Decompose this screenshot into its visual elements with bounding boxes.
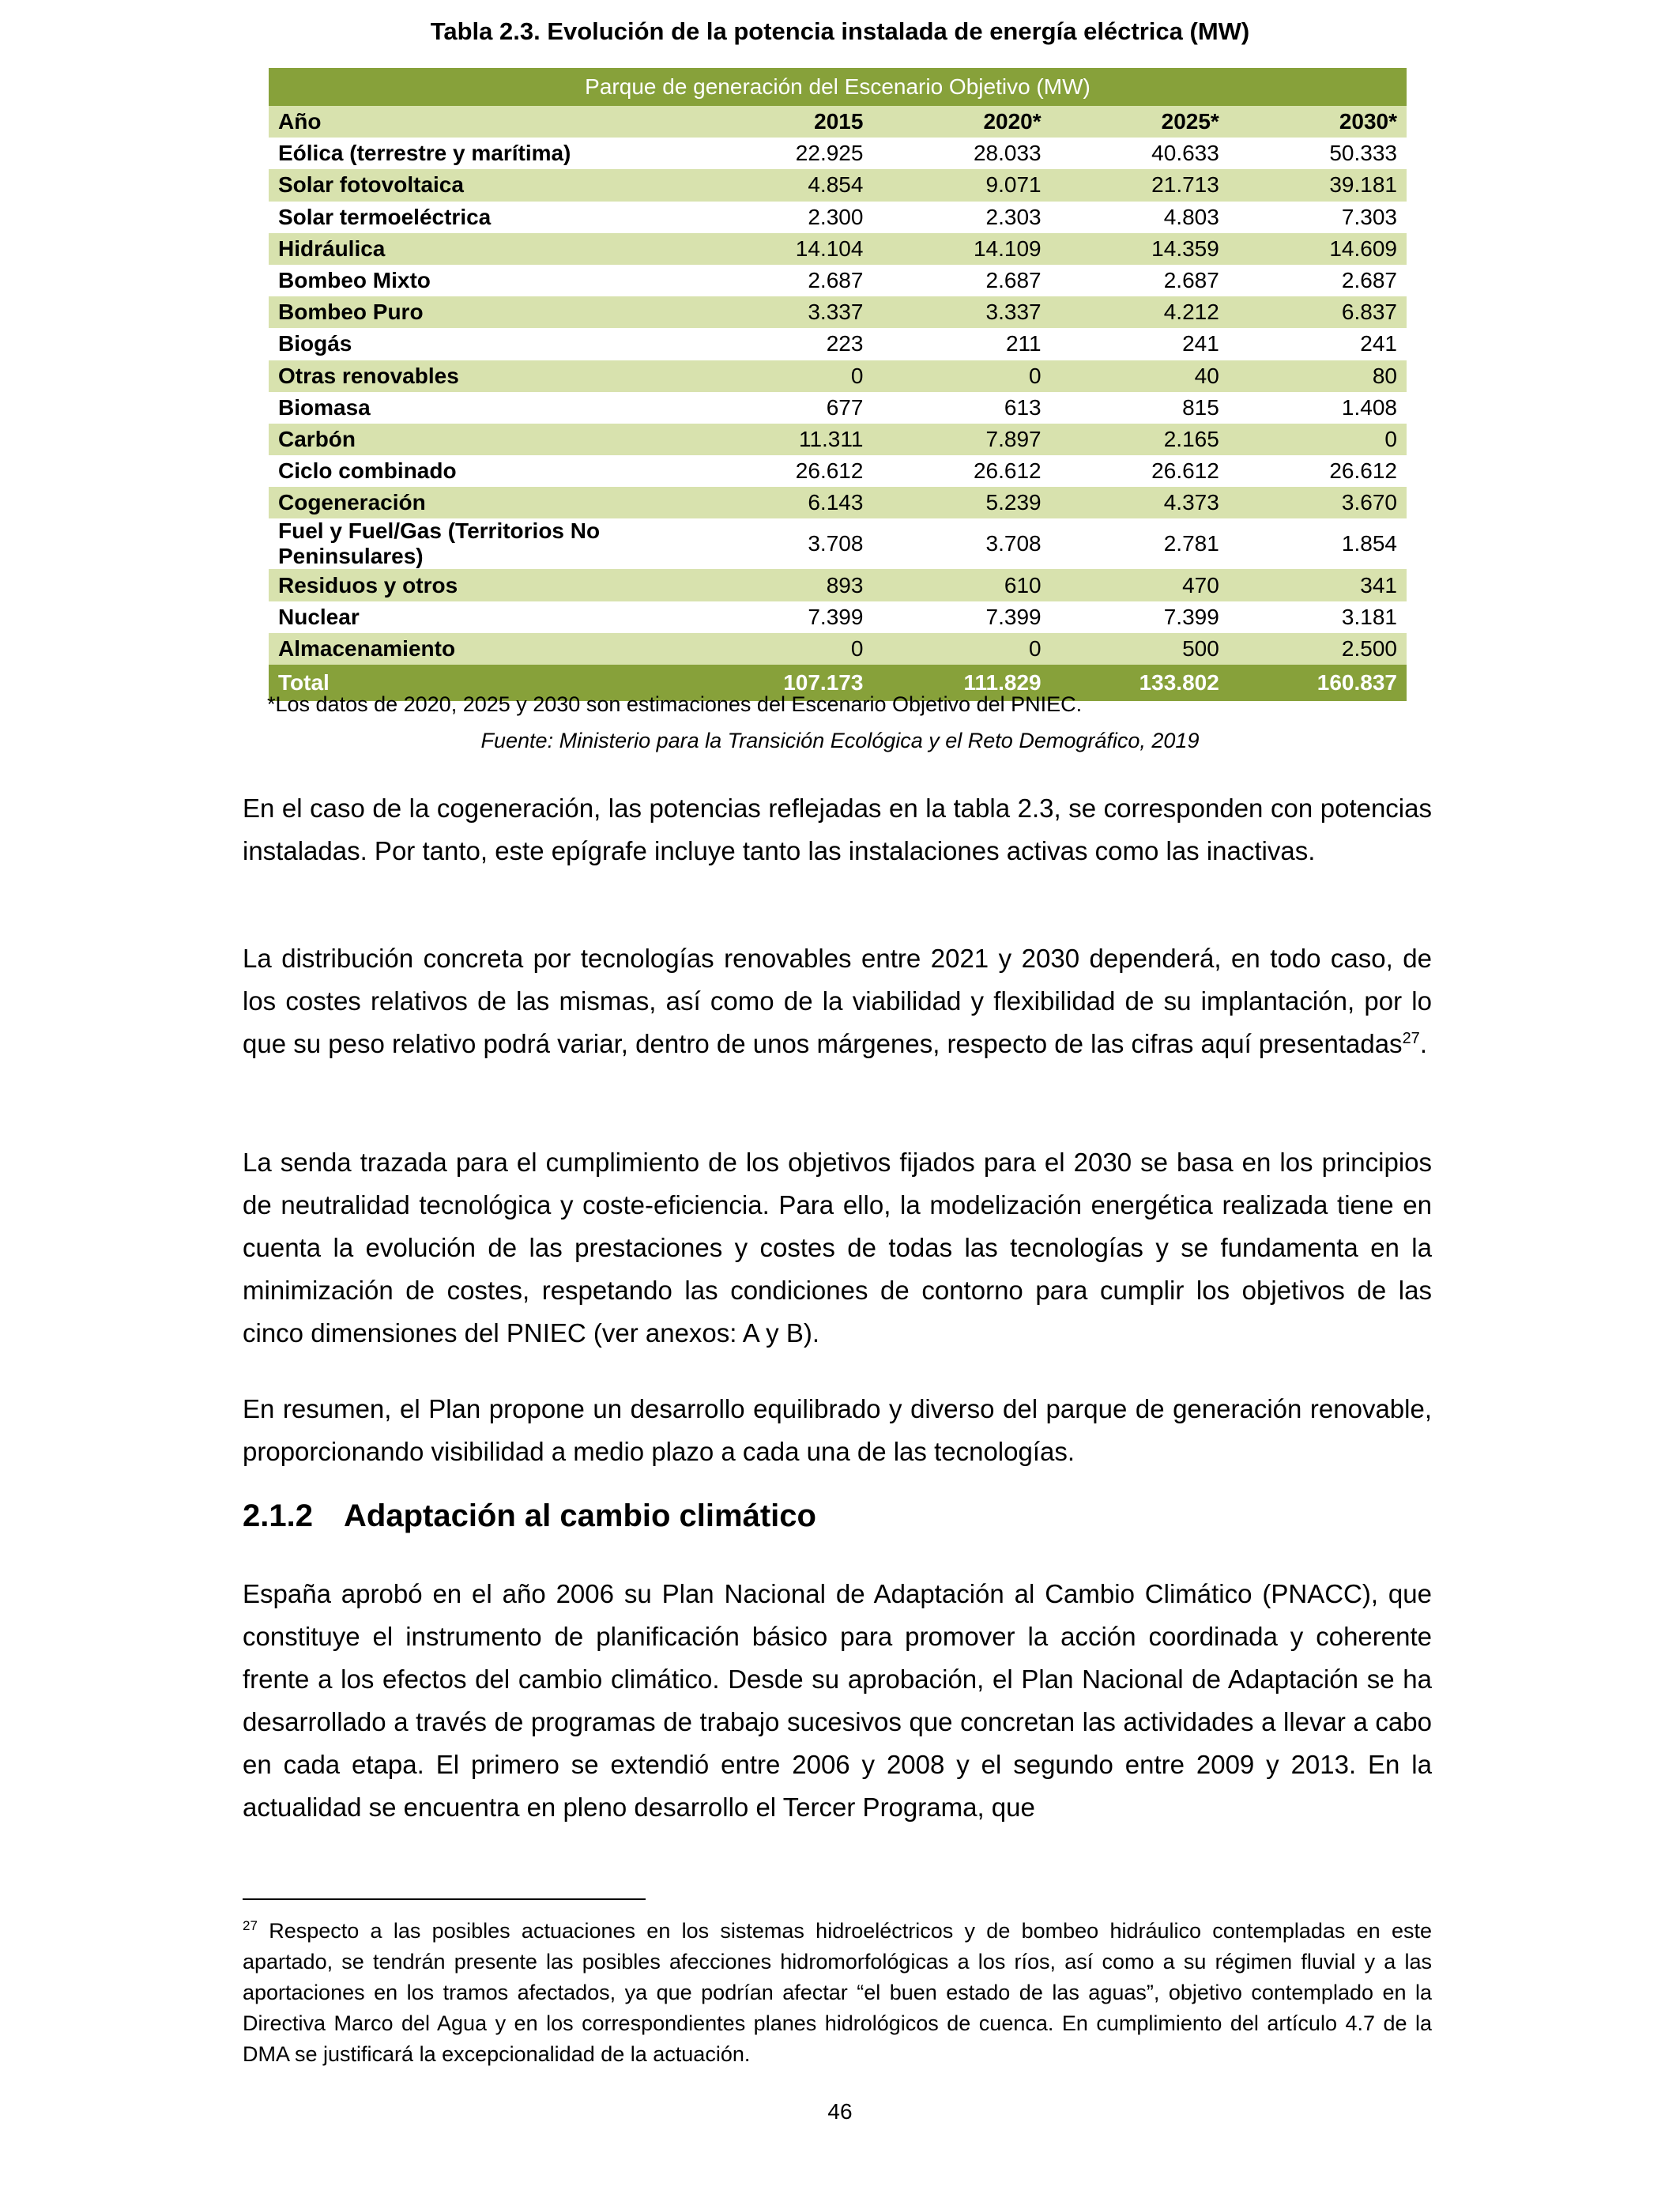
row-label: Nuclear: [278, 604, 360, 629]
row-value: 7.399: [1163, 604, 1219, 629]
section-title: Adaptación al cambio climático: [344, 1498, 816, 1533]
row-value: 470: [1051, 569, 1229, 601]
table-row: [269, 455, 1407, 487]
row-value: 4.803: [1163, 204, 1219, 229]
row-value: 39.181: [1229, 169, 1407, 201]
row-value: 22.925: [795, 141, 864, 166]
table-row: [269, 169, 1407, 201]
row-value: 14.609: [1229, 233, 1407, 265]
row-value: 7.897: [872, 424, 1050, 455]
row-value: 211: [1005, 331, 1042, 356]
capacity-table: [269, 68, 1407, 701]
row-value: 241: [1182, 331, 1219, 356]
row-value: 21.713: [1051, 169, 1229, 201]
total-value: 107.173: [703, 665, 872, 701]
row-value: 0: [872, 360, 1050, 392]
table-row: [269, 569, 1407, 601]
total-value: 133.802: [1051, 665, 1229, 701]
table-source: Fuente: Ministerio para la Transición Ecológica y el Reto Demográfico, 2019: [480, 729, 1200, 752]
row-value: 3.337: [872, 296, 1050, 328]
total-value: 111.829: [872, 665, 1050, 701]
row-value: 7.399: [985, 604, 1042, 629]
row-value: 14.359: [1051, 233, 1229, 265]
row-value: 40: [1051, 360, 1229, 392]
row-value: 341: [1229, 569, 1407, 601]
row-label: Otras renovables: [269, 360, 703, 392]
row-value: 11.311: [703, 424, 872, 455]
paragraph-pnacc: España aprobó en el año 2006 su Plan Nacional de Adaptación al Cambio Climático (PNACC), que constituye el instrumento de planificación básico para promover la acción coordinada y coherente frente a los efectos del cambio climático. Desde su aprobación, el Plan Nacional de Adaptación se ha desarrollado a través de programas de trabajo sucesivos que concretan las actividades a llevar a cabo en cada etapa. El primero se extendió entre 2006 y 2008 y el segundo entre 2009 y 2013. En la actualidad se encuentra en pleno desarrollo el Tercer Programa, que: [243, 1579, 1432, 1822]
row-label: Hidráulica: [269, 233, 703, 265]
column-header-2015: 2015: [703, 106, 872, 138]
column-header-2020: 2020*: [872, 106, 1050, 138]
column-header-2025: 2025*: [1051, 106, 1229, 138]
row-value: 6.143: [703, 487, 872, 518]
row-value: 0: [703, 633, 872, 665]
row-value: 3.708: [985, 531, 1042, 556]
table-row: [269, 265, 1407, 296]
table-row: [269, 233, 1407, 265]
row-label: Residuos y otros: [269, 569, 703, 601]
row-value: 28.033: [973, 141, 1042, 166]
row-value: 677: [826, 394, 864, 420]
paragraph-distribution-text: La distribución concreta por tecnologías renovables entre 2021 y 2030 dependerá, en todo caso, de los costes relativos de las mismas, así como de la viabilidad y flexibilidad de su implantación, por lo que su peso relativo podrá variar, dentro de unos márgenes, respecto de las cifras aquí presentadas: [243, 944, 1432, 1058]
table-note: *Los datos de 2020, 2025 y 2030 son estimaciones del Escenario Objetivo del PNIEC.: [267, 692, 1083, 716]
row-label: Eólica (terrestre y marítima): [278, 141, 571, 166]
row-value: 500: [1051, 633, 1229, 665]
row-label: Cogeneración: [269, 487, 703, 518]
row-value: 4.212: [1051, 296, 1229, 328]
paragraph-summary: En resumen, el Plan propone un desarrollo equilibrado y diverso del parque de generación renovable, proporcionando visibilidad a medio plazo a cada una de las tecnologías.: [243, 1394, 1432, 1466]
row-value: 4.854: [703, 169, 872, 201]
paragraph-cogeneration: En el caso de la cogeneración, las potencias reflejadas en la tabla 2.3, se corresponden con potencias instaladas. Por tanto, este epígrafe incluye tanto las instalaciones activas como las inactivas.: [243, 794, 1432, 865]
row-value: 9.071: [872, 169, 1050, 201]
row-label: Carbón: [269, 424, 703, 455]
row-value: 14.109: [872, 233, 1050, 265]
row-value: 2.500: [1229, 633, 1407, 665]
row-label: Bombeo Mixto: [278, 268, 431, 293]
row-value: 0: [1229, 424, 1407, 455]
row-value: 7.399: [808, 604, 864, 629]
table-row: [269, 296, 1407, 328]
row-value: 3.181: [1341, 604, 1397, 629]
table-row: [269, 202, 1407, 233]
paragraph-pathway: La senda trazada para el cumplimiento de los objetivos fijados para el 2030 se basa en los principios de neutralidad tecnológica y coste-eficiencia. Para ello, la modelización energética realizada tiene en cuenta la evolución de las prestaciones y costes de todas las tecnologías y se fundamenta en la minimización de costes, respetando las condiciones de contorno para cumplir los objetivos de las cinco dimensiones del PNIEC (ver anexos: A y B).: [243, 1148, 1432, 1348]
row-label: Ciclo combinado: [278, 458, 457, 484]
table-row: [269, 633, 1407, 665]
row-value: 14.104: [703, 233, 872, 265]
table-row: [269, 328, 1407, 360]
row-value: 0: [872, 633, 1050, 665]
row-value: 2.300: [808, 204, 864, 229]
row-value: 1.854: [1341, 531, 1397, 556]
row-value: 2.687: [1163, 268, 1219, 293]
row-value: 610: [872, 569, 1050, 601]
row-value: 2.687: [808, 268, 864, 293]
row-value: 241: [1360, 331, 1397, 356]
row-label: Biomasa: [278, 394, 371, 420]
table-row: [269, 601, 1407, 633]
paragraph-distribution-end: .: [1419, 1029, 1427, 1058]
section-number: 2.1.2: [243, 1498, 313, 1533]
row-label: Biogás: [278, 331, 352, 356]
section-heading: [243, 1498, 816, 1534]
table-row: [269, 518, 1407, 569]
row-value: 4.373: [1051, 487, 1229, 518]
row-value: 5.239: [872, 487, 1050, 518]
row-value: 50.333: [1329, 141, 1397, 166]
row-value: 26.612: [1151, 458, 1219, 484]
page-number: 46: [827, 2099, 853, 2124]
footnote-text: Respecto a las posibles actuaciones en los sistemas hidroeléctricos y de bombeo hidráulico contempladas en este apartado, se tendrán presente las posibles afecciones hidromorfológicas a los ríos, así como a su régimen fluvial y a las aportaciones en los tramos afectados, ya que podrían afectar “el buen estado de las aguas”, objetivo contemplado en la Directiva Marco del Agua y en los correspondientes planes hidrológicos de cuenca. En cumplimiento del artículo 4.7 de la DMA se justificará la excepcionalidad de la actuación.: [243, 1919, 1432, 2066]
table-header-row: [269, 106, 1407, 138]
row-value: 893: [703, 569, 872, 601]
table-caption: Tabla 2.3. Evolución de la potencia instalada de energía eléctrica (MW): [430, 17, 1250, 45]
row-value: 3.708: [808, 531, 864, 556]
column-header-year: Año: [269, 106, 703, 138]
row-value: 40.633: [1151, 141, 1219, 166]
column-header-2030: 2030*: [1229, 106, 1407, 138]
row-value: 1.408: [1341, 394, 1397, 420]
total-label: Total: [269, 665, 703, 701]
total-value: 160.837: [1229, 665, 1407, 701]
table-row: [269, 392, 1407, 424]
row-value: 2.687: [1341, 268, 1397, 293]
row-value: 26.612: [795, 458, 864, 484]
table-row: [269, 138, 1407, 169]
row-value: 3.670: [1229, 487, 1407, 518]
row-value: 0: [703, 360, 872, 392]
row-value: 80: [1229, 360, 1407, 392]
footnote-separator: [243, 1898, 646, 1900]
row-value: 613: [1004, 394, 1042, 420]
row-value: 26.612: [973, 458, 1042, 484]
row-label: Fuel y Fuel/Gas (Territorios No Peninsulares): [278, 518, 601, 569]
row-value: 815: [1182, 394, 1219, 420]
table-band-row: [269, 68, 1407, 106]
table-band-title: Parque de generación del Escenario Objetivo (MW): [269, 68, 1407, 106]
row-value: 3.337: [703, 296, 872, 328]
row-value: 223: [826, 331, 864, 356]
table-row: [269, 360, 1407, 392]
row-value: 2.687: [985, 268, 1042, 293]
footnote: [243, 1916, 1432, 2070]
table-row: [269, 487, 1407, 518]
row-value: 2.781: [1163, 531, 1219, 556]
row-label: Solar termoeléctrica: [278, 204, 492, 229]
paragraph-distribution: [243, 937, 1432, 1065]
row-value: 2.165: [1051, 424, 1229, 455]
footnote-number: 27: [243, 1918, 258, 1933]
footnote-reference: 27: [1402, 1030, 1420, 1047]
row-value: 26.612: [1329, 458, 1397, 484]
row-value: 7.303: [1341, 204, 1397, 229]
row-label: Almacenamiento: [269, 633, 703, 665]
table-row: [269, 424, 1407, 455]
row-value: 6.837: [1229, 296, 1407, 328]
row-label: Bombeo Puro: [269, 296, 703, 328]
row-label: Solar fotovoltaica: [269, 169, 703, 201]
row-value: 2.303: [985, 204, 1042, 229]
